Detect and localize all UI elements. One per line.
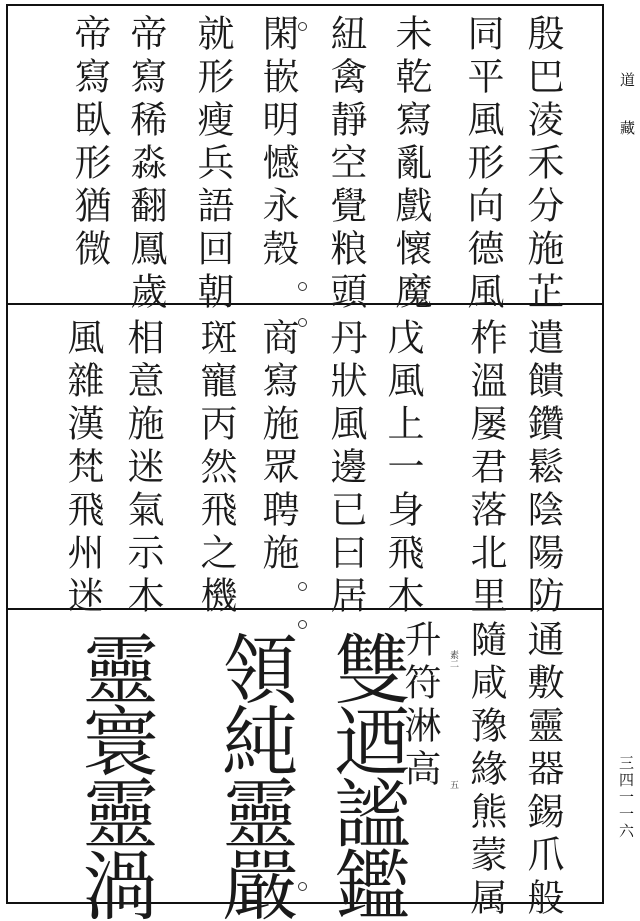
seal-column-4: 丹狀風邊已曰居 <box>324 318 367 619</box>
seal-column-1: 通敷靈器錫爪般 <box>521 620 564 921</box>
ornament-circle <box>298 22 307 31</box>
seal-column-1: 殷巴淩禾分施芷 <box>521 14 564 315</box>
seal-column-3: 戊風上一身飛木 <box>381 318 424 619</box>
seal-column-2: 隨咸豫緣熊蒙属 <box>464 620 507 921</box>
seal-column-6: 斑寵丙然飛之機 <box>194 318 237 619</box>
seal-column-4: 紐禽靜空覺粮頭 <box>324 14 367 315</box>
annotation-note: 素二 <box>448 650 458 668</box>
seal-column-2: 同平風形向德風 <box>461 14 504 315</box>
seal-column-5: 閑嵌明憾永殼 <box>256 14 299 272</box>
series-label-zang: 藏 <box>618 120 636 135</box>
seal-column-3: 未乾寫亂戲懷魔 <box>389 14 432 315</box>
series-label-dao: 道 <box>618 72 636 87</box>
page-number: 三四一一六 <box>617 755 635 840</box>
seal-column-5: 商寫施眾聘施 <box>256 318 299 576</box>
large-seal-column-3: 靈寰靈渦 <box>70 630 159 918</box>
ornament-circle <box>298 582 307 591</box>
ornament-circle <box>298 882 307 891</box>
annotation-note: 五 <box>448 780 458 789</box>
seal-column-1: 遣饋鑽鬆陰陽防 <box>521 318 564 619</box>
seal-column-3: 升符淋高 <box>398 620 441 792</box>
seal-column-6: 就形瘦兵語回朝 <box>191 14 234 315</box>
large-seal-column-2: 領純靈嚴 <box>210 630 299 918</box>
seal-column-8: 風雜漢梵飛州迷 <box>61 318 104 619</box>
ornament-circle <box>298 620 307 629</box>
large-seal-column-1: 雙迺謐鑑 <box>322 630 411 918</box>
seal-column-2: 柞溫屡君落北里 <box>464 318 507 619</box>
seal-column-8: 帝寫臥形猶微 <box>68 14 111 272</box>
ornament-circle <box>298 318 307 327</box>
seal-column-7: 帝寫稀淼翻鳳歲 <box>124 14 167 315</box>
seal-column-7: 相意施迷氣示木 <box>121 318 164 619</box>
ornament-circle <box>298 282 307 291</box>
